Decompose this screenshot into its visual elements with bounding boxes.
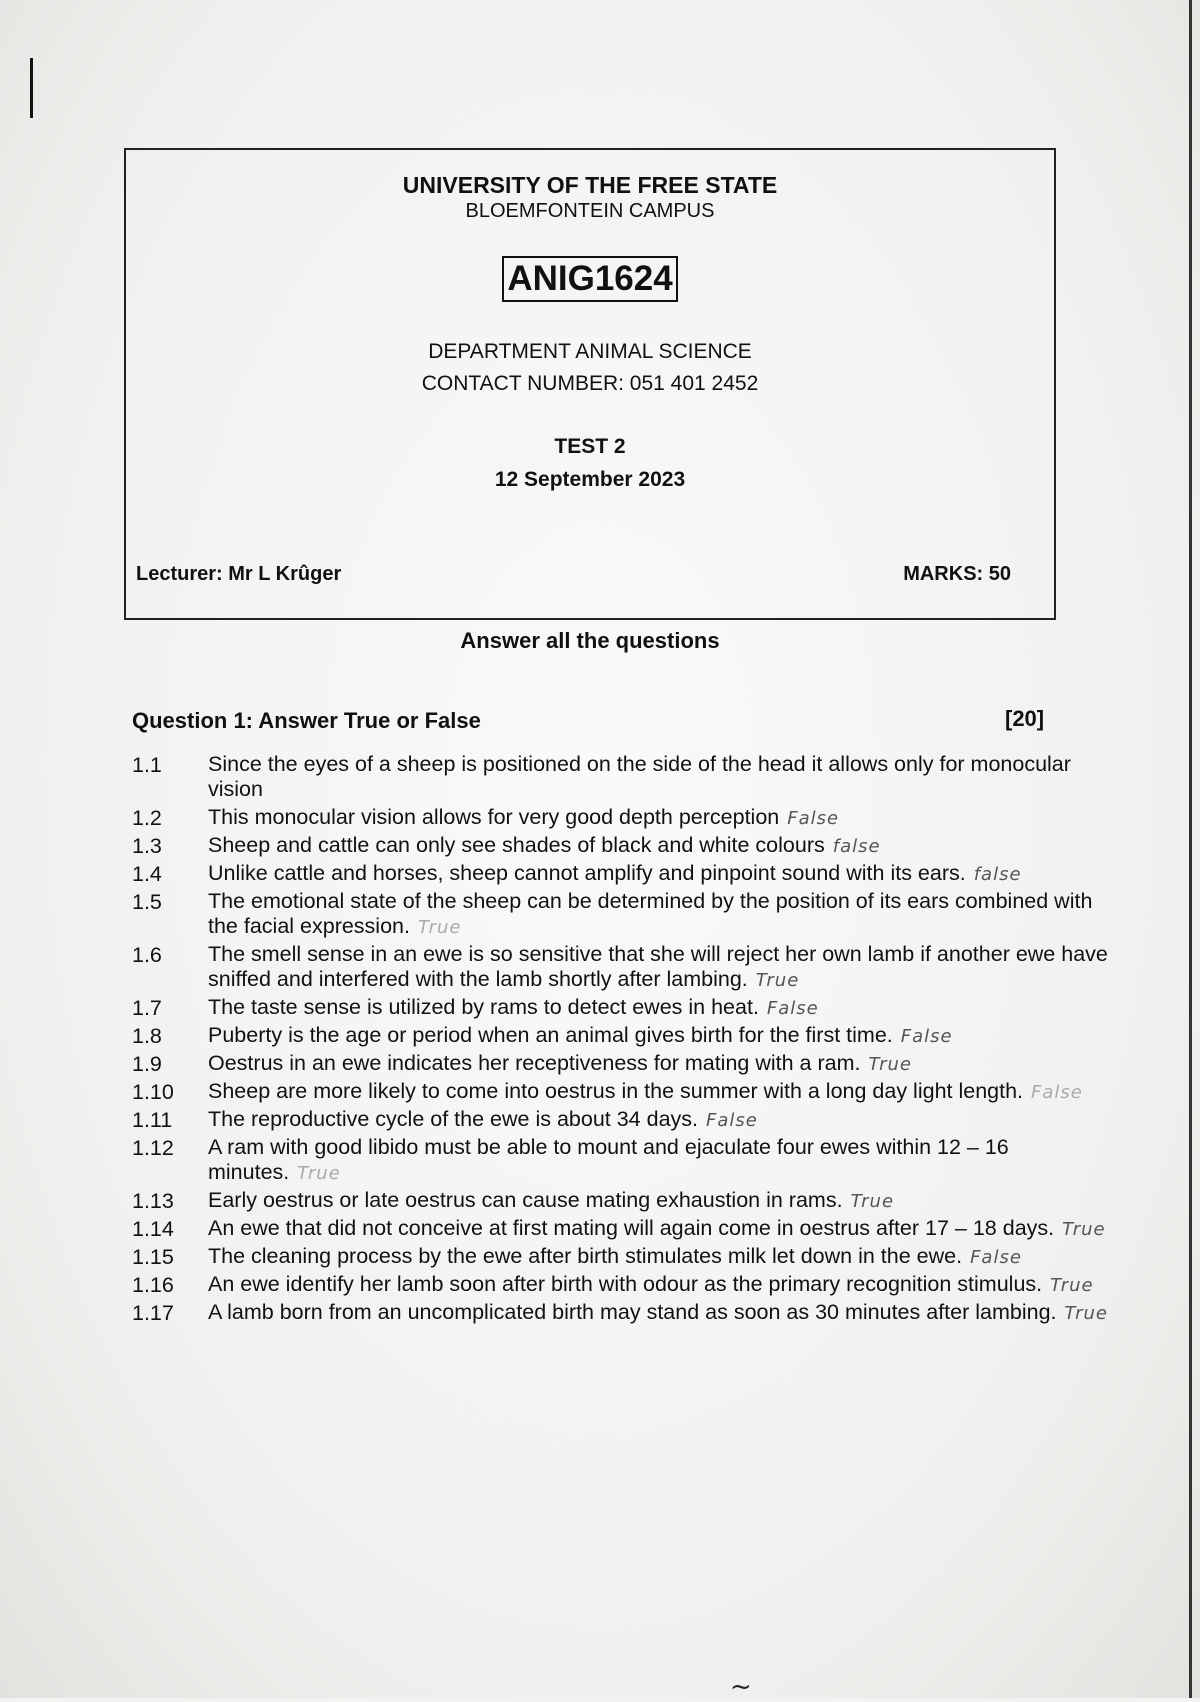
handwritten-answer: False [970, 1247, 1022, 1268]
handwritten-answer: True [1062, 1219, 1106, 1240]
question-item [130, 805, 1115, 831]
item-text: Unlike cattle and horses, sheep cannot amplify and pinpoint sound with its ears. false [208, 861, 1022, 885]
question-item [130, 1272, 1115, 1298]
campus-name: BLOEMFONTEIN CAMPUS [465, 200, 715, 222]
question-item [130, 942, 1115, 993]
question-item [130, 833, 1115, 859]
item-number: 1.14 [132, 1217, 174, 1241]
question-item [130, 1107, 1115, 1133]
item-number: 1.7 [132, 996, 162, 1020]
handwritten-answer: False [787, 808, 840, 829]
item-number: 1.6 [132, 943, 162, 967]
item-text: Since the eyes of a sheep is positioned on the side of the head it allows only for monocular vision [208, 752, 1071, 801]
item-text: The cleaning process by the ewe after birth stimulates milk let down in the ewe. False [208, 1244, 1022, 1268]
item-text: This monocular vision allows for very good depth perception False [208, 805, 840, 829]
item-text: Early oestrus or late oestrus can cause mating exhaustion in rams. True [208, 1188, 895, 1212]
item-number: 1.10 [132, 1080, 174, 1104]
question-item [130, 1300, 1115, 1326]
lecturer-name: Lecturer: Mr L Krûger [136, 563, 342, 585]
item-text: Sheep and cattle can only see shades of black and white colours false [208, 833, 881, 857]
item-text: Sheep are more likely to come into oestrus in the summer with a long day light length. False [208, 1079, 1083, 1103]
item-number: 1.1 [132, 753, 162, 777]
item-number: 1.13 [132, 1189, 174, 1213]
question-item [130, 1188, 1115, 1214]
item-number: 1.15 [132, 1245, 174, 1269]
question-item [130, 1079, 1115, 1105]
item-text: Puberty is the age or period when an animal gives birth for the first time. False [208, 1023, 953, 1047]
handwritten-answer: True [868, 1054, 912, 1075]
handwritten-footer-mark: ~ [730, 1672, 752, 1702]
item-text: A lamb born from an uncomplicated birth may stand as soon as 30 minutes after lambing. True [208, 1300, 1108, 1324]
question-item [130, 1023, 1115, 1049]
department-name: DEPARTMENT ANIMAL SCIENCE [428, 340, 752, 363]
test-title: TEST 2 [554, 435, 626, 458]
item-number: 1.17 [132, 1301, 174, 1325]
question-items-list [130, 752, 1115, 1328]
handwritten-answer: True [1050, 1275, 1094, 1296]
item-text: The reproductive cycle of the ewe is about 34 days. False [208, 1107, 758, 1131]
item-text: A ram with good libido must be able to mount and ejaculate four ewes within 12 – 16 minutes. True [208, 1135, 1009, 1184]
handwritten-answer: False [766, 998, 819, 1019]
question-item [130, 1135, 1115, 1186]
module-code-wrapper [126, 256, 1054, 302]
handwritten-answer: True [297, 1163, 341, 1184]
item-number: 1.5 [132, 890, 162, 914]
item-number: 1.2 [132, 806, 162, 830]
page-edge-line [1189, 0, 1192, 1698]
question-total-marks: [20] [1005, 706, 1045, 731]
header-box [124, 148, 1056, 620]
handwritten-answer: True [755, 970, 800, 991]
item-text: An ewe identify her lamb soon after birth with odour as the primary recognition stimulus. True [208, 1272, 1094, 1296]
question-heading: Question 1: Answer True or False [132, 708, 481, 733]
instruction-text: Answer all the questions [460, 628, 720, 653]
item-number: 1.8 [132, 1024, 162, 1048]
handwritten-answer: false [973, 864, 1022, 885]
item-number: 1.9 [132, 1052, 162, 1076]
handwritten-answer: True [1064, 1303, 1108, 1324]
item-number: 1.12 [132, 1136, 174, 1160]
contact-number: CONTACT NUMBER: 051 401 2452 [421, 372, 759, 395]
test-date: 12 September 2023 [494, 468, 686, 491]
total-marks: MARKS: 50 [903, 563, 1011, 585]
question-item [130, 1051, 1115, 1077]
university-name: UNIVERSITY OF THE FREE STATE [402, 172, 778, 198]
item-text: The smell sense in an ewe is so sensitive that she will reject her own lamb if another ewe have sniffed and interfered with the lamb shortly after lambing. True [208, 942, 1108, 991]
handwritten-answer: True [850, 1191, 895, 1212]
handwritten-answer: False [706, 1110, 758, 1131]
item-text: Oestrus in an ewe indicates her receptiveness for mating with a ram. True [208, 1051, 912, 1075]
item-number: 1.16 [132, 1273, 174, 1297]
scan-margin-mark [30, 58, 33, 118]
item-text: The emotional state of the sheep can be determined by the position of its ears combined with the facial expression. True [208, 889, 1093, 938]
question-item [130, 995, 1115, 1021]
handwritten-answer: False [900, 1026, 953, 1047]
item-number: 1.11 [132, 1108, 173, 1132]
question-item [130, 861, 1115, 887]
question-item [130, 889, 1115, 940]
handwritten-answer: False [1031, 1082, 1083, 1103]
question-item [130, 752, 1115, 803]
handwritten-answer: True [417, 917, 462, 938]
item-number: 1.3 [132, 834, 162, 858]
question-item [130, 1244, 1115, 1270]
item-number: 1.4 [132, 862, 162, 886]
module-code: ANIG1624 [502, 256, 677, 302]
question-item [130, 1216, 1115, 1242]
handwritten-answer: false [832, 836, 881, 857]
item-text: The taste sense is utilized by rams to detect ewes in heat. False [208, 995, 819, 1019]
item-text: An ewe that did not conceive at first mating will again come in oestrus after 17 – 18 days. True [208, 1216, 1106, 1240]
